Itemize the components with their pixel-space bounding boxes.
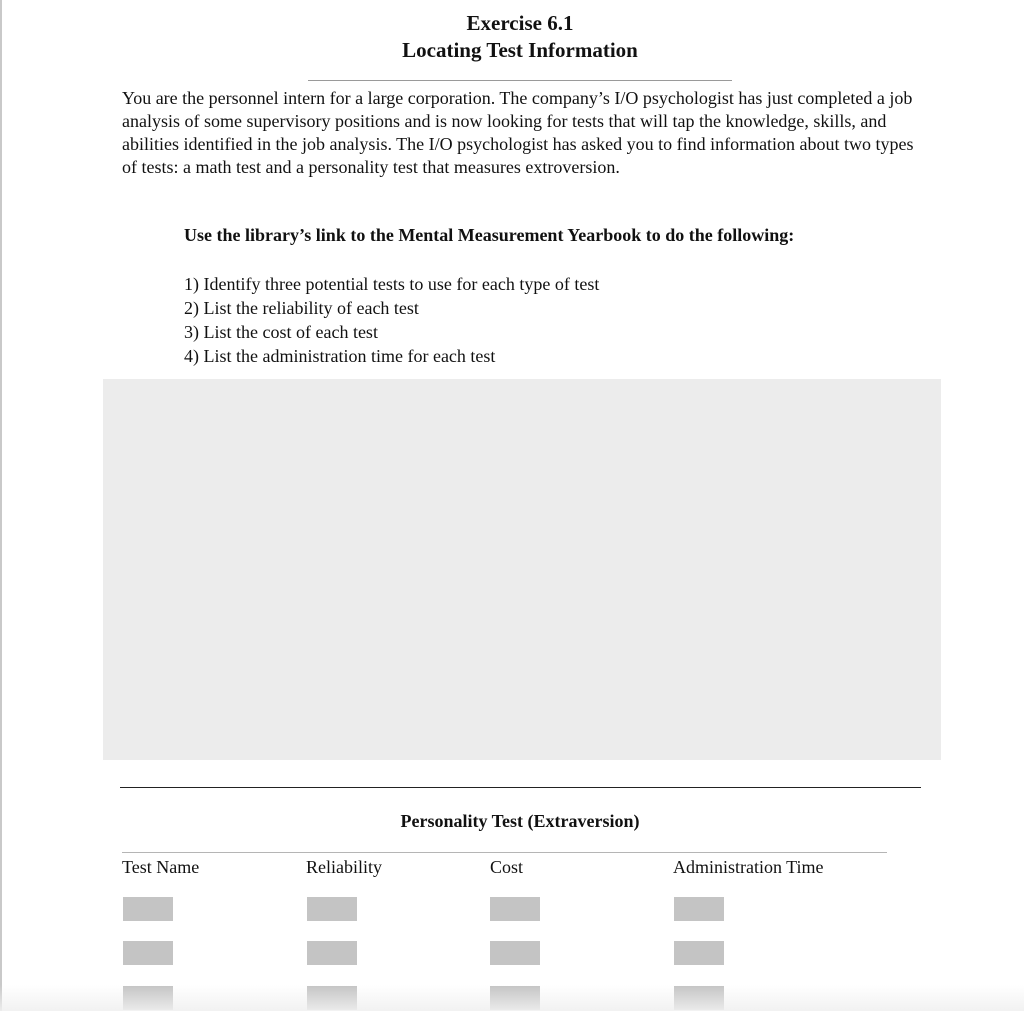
step-item: 4) List the administration time for each test — [184, 346, 496, 366]
redacted-cell — [674, 897, 724, 921]
table-header-rule — [122, 852, 887, 853]
column-header-cost: Cost — [490, 857, 524, 877]
redacted-cell — [123, 897, 173, 921]
exercise-title: Locating Test Information — [402, 38, 638, 62]
intro-paragraph: You are the personnel intern for a large corporation. The company’s I/O psychologist has just completed a job analysis of some supervisory positions and is now looking for tests that will tap the knowledge, skills, and abilities identified in the job analysis. The I/O psychologist has asked you to find information about two types of tests: a math test and a personality test that measures extroversion. — [122, 88, 914, 177]
title-divider — [308, 80, 732, 81]
personality-table-heading: Personality Test (Extraversion) — [400, 811, 640, 831]
column-header-administration-time: Administration Time — [673, 857, 824, 877]
redacted-cell — [674, 941, 724, 965]
redacted-cell — [490, 941, 540, 965]
column-header-test-name: Test Name — [122, 857, 200, 877]
redacted-cell — [123, 941, 173, 965]
step-item: 1) Identify three potential tests to use for each type of test — [184, 274, 600, 294]
step-item: 3) List the cost of each test — [184, 322, 378, 342]
redacted-cell — [307, 941, 357, 965]
redacted-region — [103, 379, 941, 760]
page-bottom-shadow — [0, 985, 1024, 1011]
section-divider — [120, 787, 921, 788]
instruction-heading: Use the library’s link to the Mental Measurement Yearbook to do the following: — [184, 225, 795, 245]
page-edge — [0, 0, 2, 1011]
column-header-reliability: Reliability — [306, 857, 382, 877]
steps-list — [184, 272, 599, 368]
exercise-number: Exercise 6.1 — [466, 11, 574, 35]
redacted-cell — [307, 897, 357, 921]
step-item: 2) List the reliability of each test — [184, 298, 419, 318]
redacted-cell — [490, 897, 540, 921]
